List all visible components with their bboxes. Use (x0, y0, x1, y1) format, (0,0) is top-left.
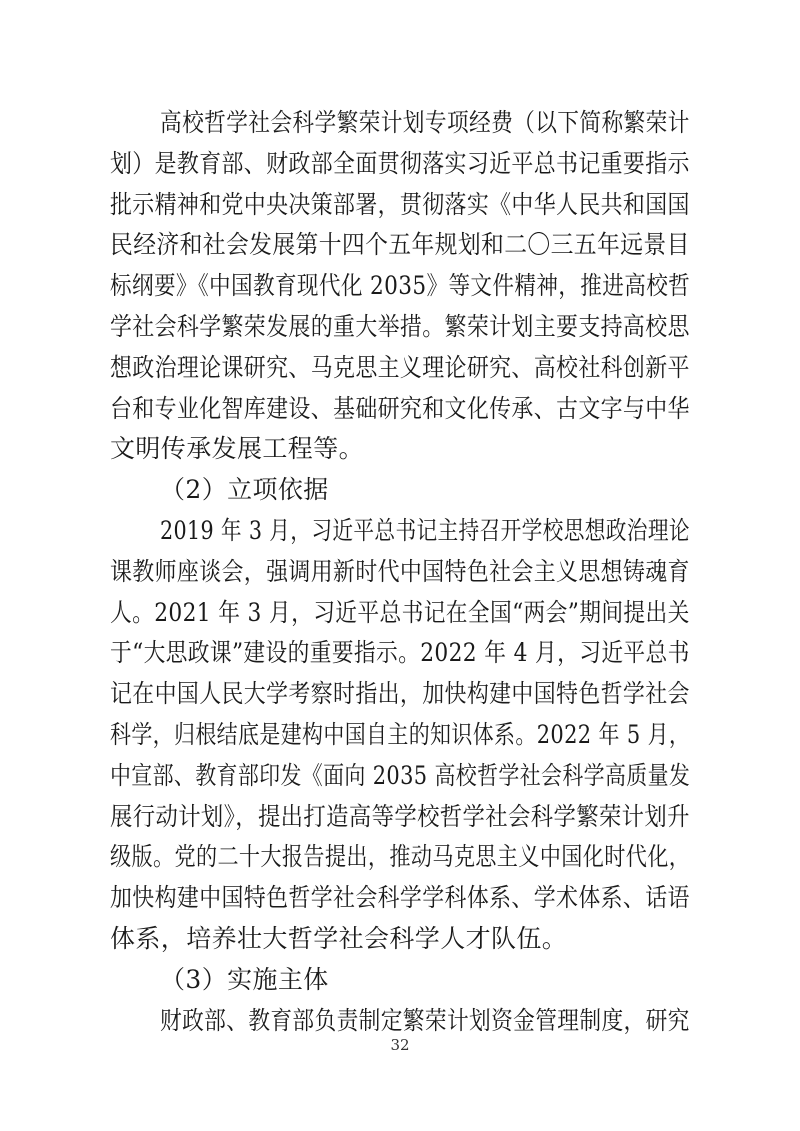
line-text: 文明传承发展工程等。 (110, 434, 365, 464)
page-number: 32 (390, 1036, 410, 1054)
paragraph-line (0, 225, 800, 266)
line-text: 财政部、教育部负责制定繁荣计划资金管理制度，研究 (160, 1005, 690, 1035)
line-text: 级版。党的二十大报告提出，推动马克思主义中国化时代化， (110, 842, 691, 872)
section-heading (0, 470, 800, 511)
line-text: 2019 年 3 月，习近平总书记主持召开学校思想政治理论 (160, 516, 690, 545)
section-heading-text: （2）立项依据 (160, 475, 329, 505)
paragraph-line (0, 185, 800, 226)
paragraph-line (0, 511, 800, 552)
paragraph-line (0, 715, 800, 756)
line-text: 于“大思政课”建设的重要指示。2022 年 4 月，习近平总书 (110, 638, 690, 668)
paragraph-line (0, 429, 800, 470)
line-text: 体系，培养壮大哲学社会科学人才队伍。 (110, 924, 568, 953)
paragraph-line (0, 919, 800, 960)
line-text: 标纲要》《中国教育现代化 2035》等文件精神，推进高校哲 (110, 271, 691, 301)
paragraph-line (0, 266, 800, 307)
line-text: 中宣部、教育部印发《面向 2035 高校哲学社会科学高质量发 (110, 760, 691, 790)
paragraph-line (0, 633, 800, 674)
section-heading-text: （3）实施主体 (160, 964, 329, 994)
paragraph-line (0, 389, 800, 430)
paragraph-line (0, 878, 800, 919)
line-text: 科学，归根结底是建构中国自主的知识体系。2022 年 5 月， (110, 720, 691, 749)
paragraph-line (0, 593, 800, 634)
paragraph-line (0, 552, 800, 593)
line-text: 想政治理论课研究、马克思主义理论研究、高校社科创新平 (110, 352, 690, 382)
paragraph-line (0, 797, 800, 838)
line-text: 人。2021 年 3 月，习近平总书记在全国“两会”期间提出关 (110, 597, 690, 627)
line-text: 课教师座谈会，强调用新时代中国特色社会主义思想铸魂育 (110, 556, 690, 586)
line-text: 加快构建中国特色哲学社会科学学科体系、学术体系、话语 (110, 883, 690, 913)
paragraph-line (0, 348, 800, 389)
line-text: 记在中国人民大学考察时指出，加快构建中国特色哲学社会 (110, 679, 690, 709)
line-text: 展行动计划》，提出打造高等学校哲学社会科学繁荣计划升 (110, 801, 690, 831)
section-heading (0, 960, 800, 1001)
paragraph-line (0, 307, 800, 348)
paragraph-line (0, 674, 800, 715)
line-text: 批示精神和党中央决策部署，贯彻落实《中华人民共和国国 (110, 189, 690, 219)
paragraph-line (0, 144, 800, 185)
line-text: 台和专业化智库建设、基础研究和文化传承、古文字与中华 (110, 393, 690, 423)
line-text: 民经济和社会发展第十四个五年规划和二〇三五年远景目 (110, 230, 690, 260)
paragraph-line (0, 756, 800, 797)
line-text: 高校哲学社会科学繁荣计划专项经费（以下简称繁荣计 (160, 108, 690, 137)
paragraph-line (0, 837, 800, 878)
line-text: 学社会科学繁荣发展的重大举措。繁荣计划主要支持高校思 (110, 312, 690, 341)
paragraph-line (0, 103, 800, 144)
line-text: 划）是教育部、财政部全面贯彻落实习近平总书记重要指示 (110, 148, 690, 178)
